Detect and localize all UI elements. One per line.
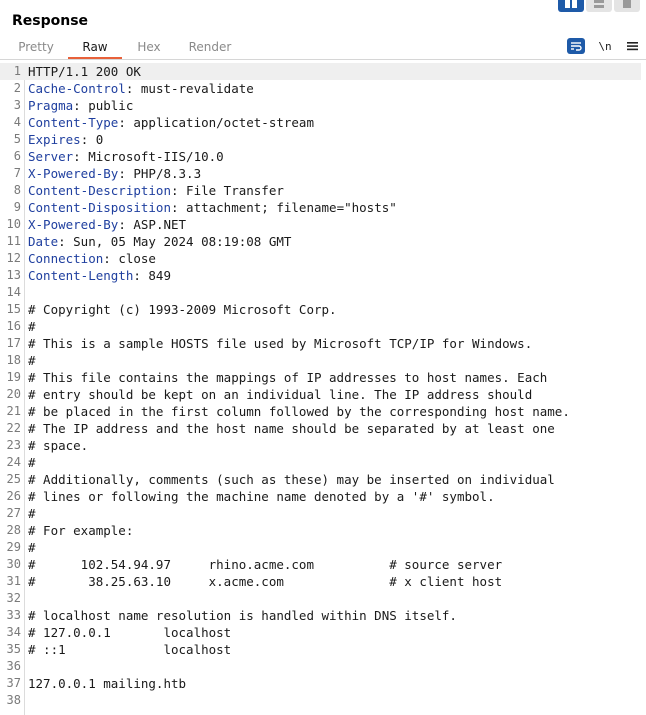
- line-content: [28, 420, 555, 437]
- header-value: : application/octet-stream: [118, 115, 314, 130]
- line-number: 10: [6, 217, 21, 231]
- wrap-lines-icon[interactable]: [567, 38, 585, 54]
- body-text: # space.: [28, 438, 89, 453]
- body-text: # The IP address and the host name should be separated by at least one: [28, 421, 555, 436]
- header-name: X-Powered-By: [28, 217, 119, 232]
- line-number: 25: [6, 472, 21, 486]
- header-name: Server: [28, 149, 74, 164]
- body-text: # Additionally, comments (such as these) may be inserted on individual: [28, 472, 555, 487]
- response-line[interactable]: [0, 301, 641, 318]
- response-line[interactable]: [0, 250, 641, 267]
- response-line[interactable]: [0, 556, 641, 573]
- tab-raw[interactable]: Raw: [82, 40, 108, 54]
- line-number: 26: [6, 489, 21, 503]
- response-line[interactable]: [0, 471, 641, 488]
- response-line[interactable]: [0, 267, 641, 284]
- response-line[interactable]: [0, 488, 641, 505]
- line-content: [28, 131, 103, 148]
- line-content: [28, 233, 291, 250]
- line-content: [28, 386, 532, 403]
- response-line[interactable]: [0, 63, 641, 80]
- header-value: : must-revalidate: [125, 81, 254, 96]
- line-content: [28, 148, 224, 165]
- response-line[interactable]: [0, 624, 641, 641]
- line-content: [28, 63, 141, 80]
- response-line[interactable]: [0, 216, 641, 233]
- response-line[interactable]: [0, 437, 641, 454]
- tab-pretty[interactable]: Pretty: [18, 40, 54, 54]
- response-line[interactable]: [0, 658, 641, 675]
- line-content: [28, 267, 171, 284]
- line-number: 2: [13, 81, 21, 95]
- line-content: [28, 471, 555, 488]
- body-text: # For example:: [28, 523, 134, 538]
- response-line[interactable]: [0, 114, 641, 131]
- line-number: 19: [6, 370, 21, 384]
- line-content: [28, 250, 156, 267]
- body-text: # 127.0.0.1 localhost: [28, 625, 232, 640]
- line-content: [28, 505, 36, 522]
- header-name: Cache-Control: [28, 81, 126, 96]
- header-value: : attachment; filename="hosts": [171, 200, 397, 215]
- line-number: 37: [6, 676, 21, 690]
- line-content: [28, 97, 133, 114]
- response-line[interactable]: [0, 369, 641, 386]
- line-content: [28, 556, 502, 573]
- line-content: [28, 573, 502, 590]
- body-text: #: [28, 319, 36, 334]
- response-line[interactable]: [0, 284, 641, 301]
- response-line[interactable]: [0, 148, 641, 165]
- header-name: Content-Disposition: [28, 200, 171, 215]
- line-content: [28, 335, 532, 352]
- body-text: # ::1 localhost: [28, 642, 232, 657]
- header-name: Content-Description: [28, 183, 171, 198]
- hamburger-menu-icon[interactable]: [624, 38, 640, 54]
- response-line[interactable]: [0, 165, 641, 182]
- header-value: : ASP.NET: [118, 217, 187, 232]
- header-name: Expires: [28, 132, 81, 147]
- body-text: # lines or following the machine name denoted by a '#' symbol.: [28, 489, 495, 504]
- response-line[interactable]: [0, 97, 641, 114]
- line-number: 17: [6, 336, 21, 350]
- line-number: 15: [6, 302, 21, 316]
- response-line[interactable]: [0, 335, 641, 352]
- response-line[interactable]: [0, 590, 641, 607]
- header-name: X-Powered-By: [28, 166, 119, 181]
- header-value: : Sun, 05 May 2024 08:19:08 GMT: [58, 234, 292, 249]
- line-number: 23: [6, 438, 21, 452]
- line-content: [28, 352, 36, 369]
- line-number: 34: [6, 625, 21, 639]
- line-content: [28, 437, 88, 454]
- response-line[interactable]: [0, 454, 641, 471]
- line-content: [28, 80, 254, 97]
- response-line[interactable]: [0, 80, 641, 97]
- header-value: : File Transfer: [171, 183, 284, 198]
- header-value: : 849: [133, 268, 171, 283]
- line-number: 31: [6, 574, 21, 588]
- line-content: [28, 216, 186, 233]
- line-content: [28, 182, 284, 199]
- body-text: #: [28, 455, 36, 470]
- response-line[interactable]: [0, 386, 641, 403]
- line-number: 12: [6, 251, 21, 265]
- line-content: [28, 165, 201, 182]
- body-text: # Copyright (c) 1993-2009 Microsoft Corp.: [28, 302, 337, 317]
- line-number: 35: [6, 642, 21, 656]
- line-number: 30: [6, 557, 21, 571]
- line-content: [28, 403, 570, 420]
- tab-hex[interactable]: Hex: [137, 40, 161, 54]
- response-line[interactable]: [0, 420, 641, 437]
- header-name: Date: [28, 234, 59, 249]
- header-value: : public: [73, 98, 134, 113]
- body-text: #: [28, 540, 36, 555]
- response-line[interactable]: [0, 233, 641, 250]
- line-number: 28: [6, 523, 21, 537]
- response-line[interactable]: [0, 505, 641, 522]
- response-line[interactable]: [0, 692, 641, 709]
- response-line[interactable]: [0, 199, 641, 216]
- body-text: # 102.54.94.97 rhino.acme.com # source server: [28, 557, 503, 572]
- line-number: 8: [13, 183, 21, 197]
- body-text: #: [28, 353, 36, 368]
- line-content: [28, 301, 337, 318]
- response-line[interactable]: [0, 182, 641, 199]
- single-pane-view-icon[interactable]: [614, 0, 640, 12]
- tabs-divider: [0, 59, 646, 60]
- line-number: 5: [13, 132, 21, 146]
- line-number: 33: [6, 608, 21, 622]
- line-content: [28, 675, 186, 692]
- line-number: 18: [6, 353, 21, 367]
- line-content: [28, 199, 397, 216]
- line-content: [28, 539, 36, 556]
- line-number: 6: [13, 149, 21, 163]
- line-number: 29: [6, 540, 21, 554]
- line-number: 38: [6, 693, 21, 707]
- show-newlines-toggle[interactable]: \n: [598, 39, 612, 53]
- header-value: : close: [103, 251, 156, 266]
- response-line[interactable]: [0, 675, 641, 692]
- body-text: # This is a sample HOSTS file used by Microsoft TCP/IP for Windows.: [28, 336, 533, 351]
- body-text: 127.0.0.1 mailing.htb: [28, 676, 187, 691]
- line-content: [28, 641, 231, 658]
- line-number: 27: [6, 506, 21, 520]
- line-content: [28, 369, 547, 386]
- line-number: 1: [13, 64, 21, 78]
- line-content: [28, 454, 36, 471]
- line-number: 14: [6, 285, 21, 299]
- raw-response-editor[interactable]: [0, 63, 646, 715]
- header-value: : 0: [80, 132, 104, 147]
- line-number: 21: [6, 404, 21, 418]
- view-layout-toggles: [558, 0, 640, 12]
- line-content: [28, 607, 457, 624]
- body-text: # be placed in the first column followed by the corresponding host name.: [28, 404, 570, 419]
- body-text: # localhost name resolution is handled within DNS itself.: [28, 608, 457, 623]
- response-line[interactable]: [0, 403, 641, 420]
- body-text: HTTP/1.1 200 OK: [28, 64, 141, 79]
- split-horizontal-view-icon[interactable]: [558, 0, 584, 12]
- response-line[interactable]: [0, 641, 641, 658]
- line-number: 13: [6, 268, 21, 282]
- line-content: [28, 114, 314, 131]
- line-number: 9: [13, 200, 21, 214]
- response-line[interactable]: [0, 607, 641, 624]
- body-text: #: [28, 506, 36, 521]
- line-number: 4: [13, 115, 21, 129]
- response-line[interactable]: [0, 539, 641, 556]
- line-content: [28, 624, 231, 641]
- line-number: 20: [6, 387, 21, 401]
- header-name: Connection: [28, 251, 104, 266]
- line-number: 22: [6, 421, 21, 435]
- line-number: 11: [6, 234, 21, 248]
- split-vertical-view-icon[interactable]: [586, 0, 612, 12]
- panel-title: Response: [12, 13, 89, 29]
- header-name: Pragma: [28, 98, 74, 113]
- line-number: 24: [6, 455, 21, 469]
- response-view-tabs: [0, 38, 646, 60]
- response-line[interactable]: [0, 318, 641, 335]
- body-text: # This file contains the mappings of IP addresses to host names. Each: [28, 370, 548, 385]
- response-line[interactable]: [0, 522, 641, 539]
- line-number: 16: [6, 319, 21, 333]
- header-name: Content-Length: [28, 268, 134, 283]
- line-content: [28, 318, 36, 335]
- response-line[interactable]: [0, 573, 641, 590]
- response-line[interactable]: [0, 131, 641, 148]
- line-number: 36: [6, 659, 21, 673]
- header-value: : PHP/8.3.3: [118, 166, 202, 181]
- line-content: [28, 522, 133, 539]
- header-name: Content-Type: [28, 115, 119, 130]
- line-number: 7: [13, 166, 21, 180]
- line-number: 3: [13, 98, 21, 112]
- header-value: : Microsoft-IIS/10.0: [73, 149, 224, 164]
- body-text: # 38.25.63.10 x.acme.com # x client host: [28, 574, 503, 589]
- line-number: 32: [6, 591, 21, 605]
- body-text: # entry should be kept on an individual line. The IP address should: [28, 387, 533, 402]
- line-content: [28, 488, 495, 505]
- response-line[interactable]: [0, 352, 641, 369]
- tab-render[interactable]: Render: [188, 40, 232, 54]
